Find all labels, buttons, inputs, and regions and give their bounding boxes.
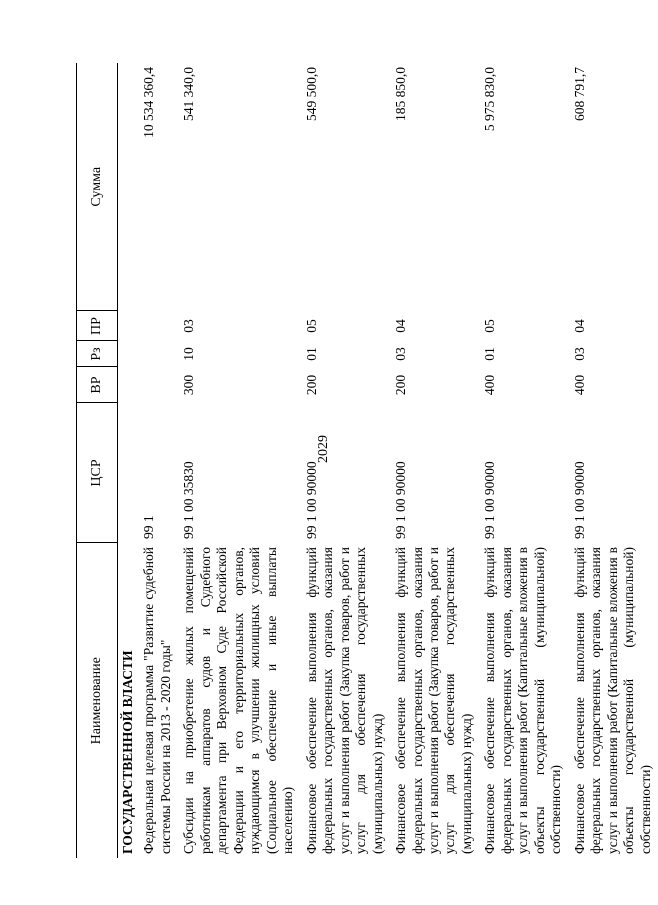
header-rz: Рз [77,341,118,367]
row-pr: 05 [303,319,319,333]
row-name: Финансовое обеспечение выполнения функций федеральных государственных органов, оказания услуг и выполнения работ (Закупка товаров, работ и услуг для обеспечения государственных (муниципальных) нужд) [303,547,385,854]
row-sum: 185 850,0 [393,67,409,121]
row-csr: 99 1 00 35830 [181,461,197,539]
row-sum: 549 500,0 [303,67,319,121]
row-pr: 03 [181,319,197,333]
header-csr: ЦСР [77,403,118,543]
row-csr: 99 1 [141,515,157,539]
row-vr: 300 [181,374,197,396]
row-rz [138,341,178,367]
row-pr: 05 [482,319,498,333]
header-name: Наименование [77,543,118,858]
row-vr: 200 [393,374,409,396]
row-pr [138,311,178,341]
header-vr: ВР [77,367,118,403]
page-number: 2029 [316,435,331,463]
table-row [390,63,479,858]
row-vr: 400 [571,374,587,396]
header-sum: Сумма [77,63,118,311]
rotated-table-wrapper [76,63,653,858]
row-csr: 99 1 00 90000 [393,461,409,539]
row-csr: 99 1 00 90000 [482,461,498,539]
row-rz: 03 [571,347,587,361]
section-title: ГОСУДАРСТВЕННОЙ ВЛАСТИ [120,650,135,854]
table-header-row [77,63,118,858]
row-name: Финансовое обеспечение выполнения функций федеральных государственных органов, оказания услуг и выполнения работ (Капитальные вложения в объекты государственной (муниципальной) собственности) [571,547,653,854]
row-sum: 10 534 360,4 [141,67,157,138]
row-vr: 200 [303,374,319,396]
row-pr: 04 [393,319,409,333]
table-row [479,63,568,858]
header-pr: ПР [77,311,118,341]
row-rz: 10 [181,347,197,361]
row-vr: 400 [482,374,498,396]
row-sum: 608 791,7 [571,67,587,121]
row-name: Федеральная целевая программа "Развитие судебной системы России на 2013 - 2020 годы" [141,547,173,854]
table-row [178,63,300,858]
table-row [301,63,390,858]
row-vr [138,367,178,403]
budget-table [76,63,658,858]
row-name: Финансовое обеспечение выполнения функций федеральных государственных органов, оказания услуг и выполнения работ (Капитальные вложения в объекты государственной (муниципальной) собственности) [482,547,564,854]
row-rz: 01 [482,347,498,361]
table-row [569,63,658,858]
row-rz: 03 [393,347,409,361]
row-sum: 541 340,0 [181,67,197,121]
row-rz: 01 [303,347,319,361]
row-csr: 99 1 00 90000 [303,461,319,539]
row-name: Финансовое обеспечение выполнения функций федеральных государственных органов, оказания услуг и выполнения работ (Закупка товаров, работ и услуг для обеспечения государственных (муниципальных) нужд) [393,547,474,854]
section-row [118,63,139,858]
table-row [138,63,178,858]
row-pr: 04 [571,319,587,333]
row-name: Субсидии на приобретение жилых помещений работникам аппаратов судов и Судебного департамента при Верховном Суде Российской Федерации и его территориальных органов, нуждающимся в улучшении жилищных условий (Социальное обеспечение и иные выплаты населению) [181,547,296,854]
row-csr: 99 1 00 90000 [571,461,587,539]
row-sum: 5 975 830,0 [482,67,498,132]
